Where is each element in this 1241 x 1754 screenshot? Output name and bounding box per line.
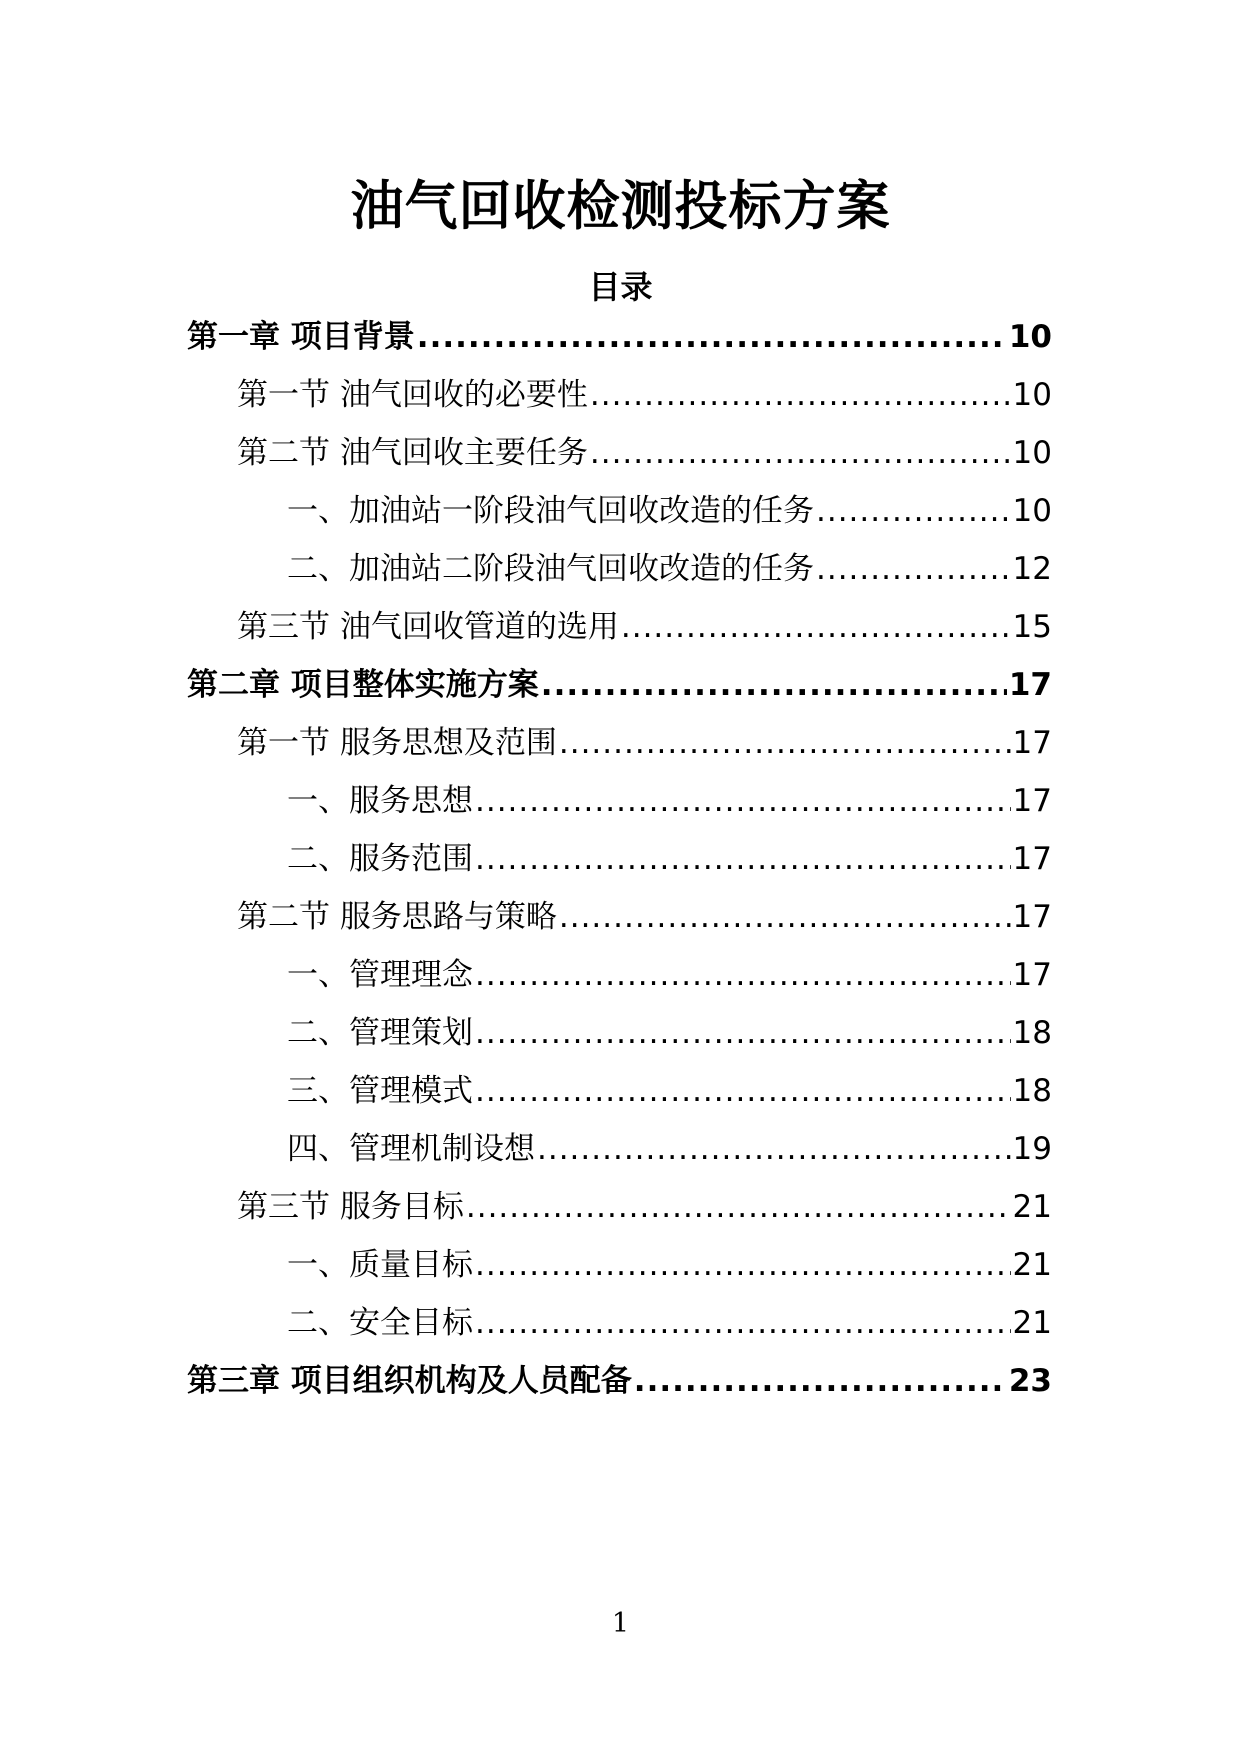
toc-leader-dots (466, 1182, 1011, 1232)
toc-entry-page: 17 (1012, 783, 1052, 819)
toc-entry[interactable] (287, 834, 1052, 884)
toc-entry[interactable] (287, 776, 1052, 826)
toc-entry[interactable] (237, 370, 1052, 420)
toc-entry-page: 17 (1012, 957, 1052, 993)
toc-entry-page: 23 (1008, 1363, 1052, 1399)
toc-entry[interactable] (287, 1066, 1052, 1116)
toc-entry-label: 二、安全目标 (287, 1305, 473, 1341)
toc-entry-label: 一、质量目标 (287, 1247, 473, 1283)
toc-entry[interactable] (187, 1356, 1052, 1406)
toc-entry-label: 第三节 油气回收管道的选用 (237, 609, 619, 645)
toc-entry-page: 15 (1012, 609, 1052, 645)
document-title: 油气回收检测投标方案 (350, 176, 891, 237)
toc-entry-label: 四、管理机制设想 (287, 1131, 535, 1167)
toc-entry-label: 第一节 油气回收的必要性 (237, 377, 588, 413)
toc-entry-page: 17 (1008, 667, 1052, 703)
toc-entry[interactable] (187, 312, 1052, 362)
toc-entry[interactable] (287, 1008, 1052, 1058)
toc-entry-page: 10 (1012, 377, 1052, 413)
toc-entry-label: 第三节 服务目标 (237, 1189, 464, 1225)
toc-entry-page: 17 (1012, 725, 1052, 761)
toc-leader-dots (417, 312, 1007, 362)
toc-entry-label: 第二章 项目整体实施方案 (187, 667, 539, 703)
toc-entry[interactable] (187, 660, 1052, 710)
toc-leader-dots (475, 950, 1011, 1000)
toc-leader-dots (537, 1124, 1011, 1174)
toc-leader-dots (590, 370, 1011, 420)
toc-leader-dots (590, 428, 1011, 478)
toc-entry-label: 第三章 项目组织机构及人员配备 (187, 1363, 632, 1399)
toc-entry-page: 10 (1008, 319, 1052, 355)
toc-entry[interactable] (287, 1124, 1052, 1174)
toc-leader-dots (475, 1298, 1011, 1348)
toc-entry-label: 一、服务思想 (287, 783, 473, 819)
toc-leader-dots (621, 602, 1011, 652)
toc-entry-page: 21 (1012, 1247, 1052, 1283)
toc-entry-label: 第二节 服务思路与策略 (237, 899, 557, 935)
toc-entry-page: 17 (1012, 841, 1052, 877)
toc-entry-label: 二、加油站二阶段油气回收改造的任务 (287, 551, 814, 587)
toc-entry-page: 10 (1012, 435, 1052, 471)
toc-entry[interactable] (287, 1240, 1052, 1290)
toc-entry[interactable] (287, 486, 1052, 536)
toc-entry-page: 18 (1012, 1073, 1052, 1109)
toc-entry[interactable] (237, 892, 1052, 942)
toc-entry-label: 三、管理模式 (287, 1073, 473, 1109)
toc-entry[interactable] (287, 544, 1052, 594)
toc-leader-dots (634, 1356, 1007, 1406)
toc-entry-label: 一、管理理念 (287, 957, 473, 993)
toc-entry[interactable] (287, 950, 1052, 1000)
toc-entry-page: 12 (1012, 551, 1052, 587)
toc-entry-label: 二、服务范围 (287, 841, 473, 877)
toc-entry-page: 18 (1012, 1015, 1052, 1051)
toc-leader-dots (559, 718, 1011, 768)
toc-entry-label: 第二节 油气回收主要任务 (237, 435, 588, 471)
toc-entry-page: 19 (1012, 1131, 1052, 1167)
toc-entry[interactable] (237, 718, 1052, 768)
toc-entry[interactable] (237, 428, 1052, 478)
page-number: 1 (611, 1608, 630, 1639)
toc-entry-page: 17 (1012, 899, 1052, 935)
toc-entry-label: 第一章 项目背景 (187, 319, 415, 355)
toc-leader-dots (559, 892, 1011, 942)
toc-leader-dots (475, 834, 1011, 884)
toc-leader-dots (475, 776, 1011, 826)
toc-leader-dots (816, 544, 1011, 594)
toc-leader-dots (475, 1008, 1011, 1058)
toc-entry-page: 21 (1012, 1189, 1052, 1225)
toc-entry[interactable] (237, 1182, 1052, 1232)
toc-entry-label: 一、加油站一阶段油气回收改造的任务 (287, 493, 814, 529)
toc-heading: 目录 (588, 268, 653, 306)
toc-entry-page: 21 (1012, 1305, 1052, 1341)
toc-entry-label: 二、管理策划 (287, 1015, 473, 1051)
toc-entry-label: 第一节 服务思想及范围 (237, 725, 557, 761)
toc-entry[interactable] (237, 602, 1052, 652)
toc-leader-dots (475, 1240, 1011, 1290)
toc-leader-dots (816, 486, 1011, 536)
toc-entry-page: 10 (1012, 493, 1052, 529)
toc-entry[interactable] (287, 1298, 1052, 1348)
toc-leader-dots (475, 1066, 1011, 1116)
toc-leader-dots (541, 660, 1007, 710)
